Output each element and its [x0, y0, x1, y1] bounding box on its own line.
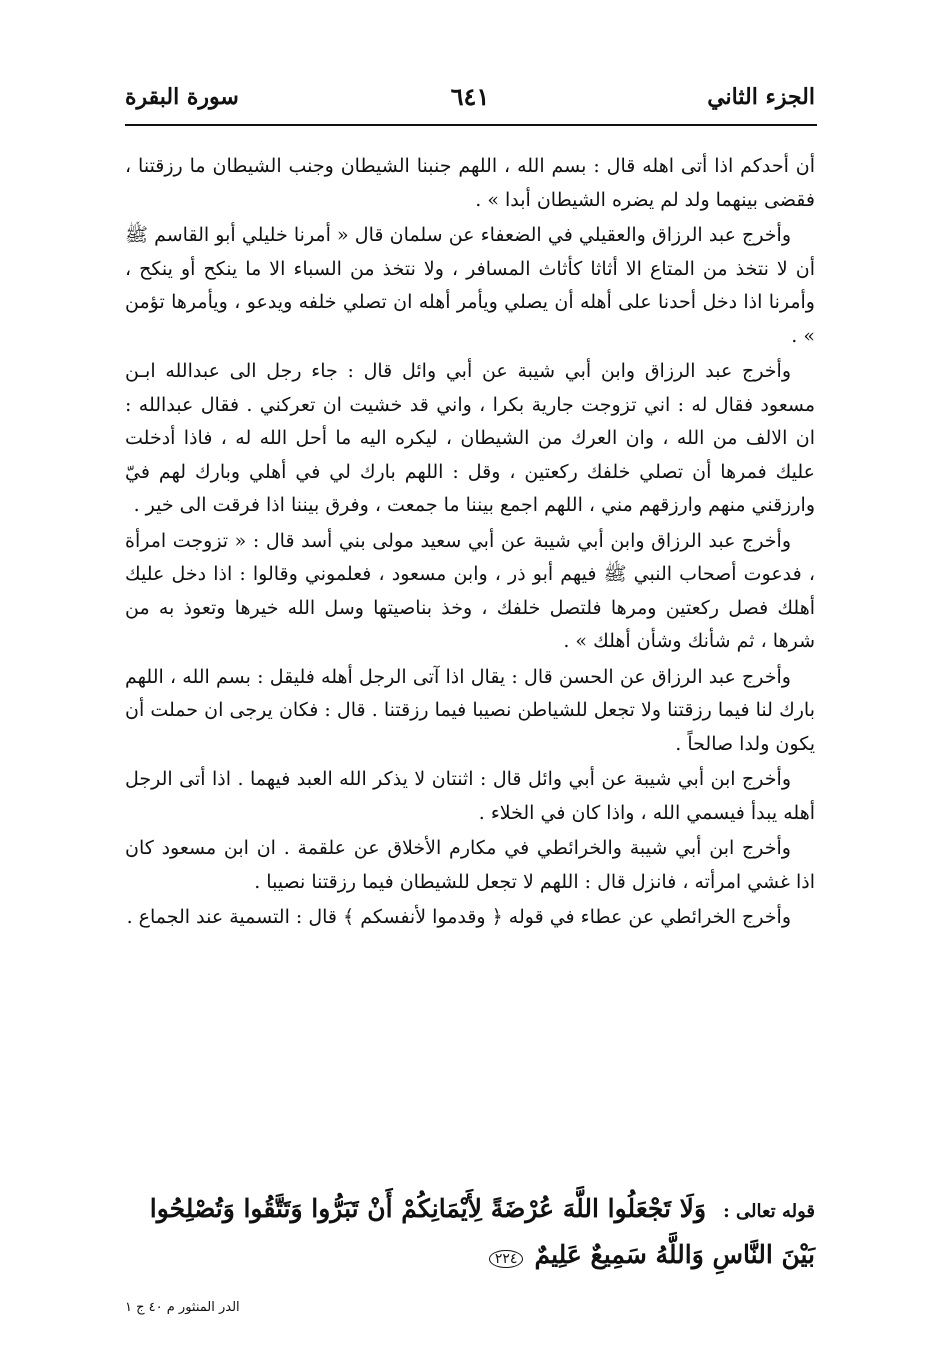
paragraph: أن أحدكم اذا أتى اهله قال : بسم الله ، اللهم جنبنا الشيطان وجنب الشيطان ما رزقتنا ، فقضى بينهما ولد لم يضره الشيطان أبدا » .: [125, 155, 815, 211]
header-rule: [125, 124, 817, 126]
paragraph: وأخرج عبد الرزاق والعقيلي في الضعفاء عن سلمان قال « أمرنا خليلي أبو القاسم ﷺ أن لا نتخذ من المتاع الا أثاثا كأثاث المسافر ، ولا نتخذ من السباء الا ما ينكح أو ينكح ، وأمرنا اذا دخل أحدنا على أهله أن يصلي ويأمر أهله ان تصلي خلفه ويدعو ، ويأمرها تؤمن » .: [125, 224, 815, 347]
header-part-title: الجزء الثاني: [707, 84, 815, 110]
main-text: [125, 150, 815, 937]
quran-verse-block: [125, 1186, 815, 1278]
page-number: ٦٤١: [450, 82, 490, 111]
paragraph: وأخرج عبد الرزاق وابن أبي شيبة عن أبي وائل قال : جاء رجل الى عبدالله ابـن مسعود فقال له : اني تزوجت جارية بكرا ، واني قد خشيت ان تعركني . فقال عبدالله : ان الالف من الله ، وان العرك من الشيطان ، ليكره اليه ما أحل الله له ، فاذا أدخلت عليك فمرها أن تصلي خلفك ركعتين ، وقل : اللهم بارك لي في أهلي وبارك لهم فيّ وارزقني منهم وارزقهم مني ، اللهم اجمع بيننا ما جمعت ، وفرق بيننا اذا فرقت الى خير .: [125, 360, 815, 516]
verse-number-marker: ٢٢٤: [489, 1250, 524, 1268]
paragraph: وأخرج عبد الرزاق وابن أبي شيبة عن أبي سعيد مولى بني أسد قال : « تزوجت امرأة ، فدعوت أصحاب النبي ﷺ فيهم أبو ذر ، وابن مسعود ، فعلموني وقالوا : اذا دخل عليك أهلك فصل ركعتين ومرها فلتصل خلفك ، وخذ بناصيتها وسل الله خيرها وتعوذ به من شرها ، ثم شأنك وشأن أهلك » .: [125, 529, 815, 652]
paragraph: وأخرج عبد الرزاق عن الحسن قال : يقال اذا آتى الرجل أهله فليقل : بسم الله ، اللهم بارك لنا فيما رزقتنا ولا تجعل للشياطن نصيبا فيما رزقتنا . قال : فكان يرجى ان حملت أن يكون ولدا صالحاً .: [125, 665, 815, 755]
header-surah-title: سورة البقرة: [125, 84, 239, 110]
page-header: [125, 78, 815, 118]
paragraph: وأخرج الخرائطي عن عطاء في قوله ﴿ وقدموا لأنفسكم ﴾ قال : التسمية عند الجماع .: [126, 906, 791, 928]
paragraph: وأخرج ابن أبي شيبة عن أبي وائل قال : اثنتان لا يذكر الله العبد فيهما . اذا أتى الرجل أهله يبدأ فيسمي الله ، واذا كان في الخلاء .: [125, 768, 815, 824]
paragraph: وأخرج ابن أبي شيبة والخرائطي في مكارم الأخلاق عن علقمة . ان ابن مسعود كان اذا غشي امرأته ، فانزل قال : اللهم لا تجعل للشيطان فيما رزقتنا نصيبا .: [125, 837, 815, 893]
verse-intro: قوله تعالى :: [723, 1201, 815, 1222]
page-footer-signature: الدر المنثور م ٤٠ ج ١: [125, 1300, 240, 1315]
verse-text: وَلَا تَجْعَلُوا اللَّهَ عُرْضَةً لِأَيْمَانِكُمْ أَنْ تَبَرُّوا وَتَتَّقُوا وَتُصْلِحُوا بَيْنَ النَّاسِ وَاللَّهُ سَمِيعٌ عَلِيمٌ: [149, 1194, 815, 1269]
